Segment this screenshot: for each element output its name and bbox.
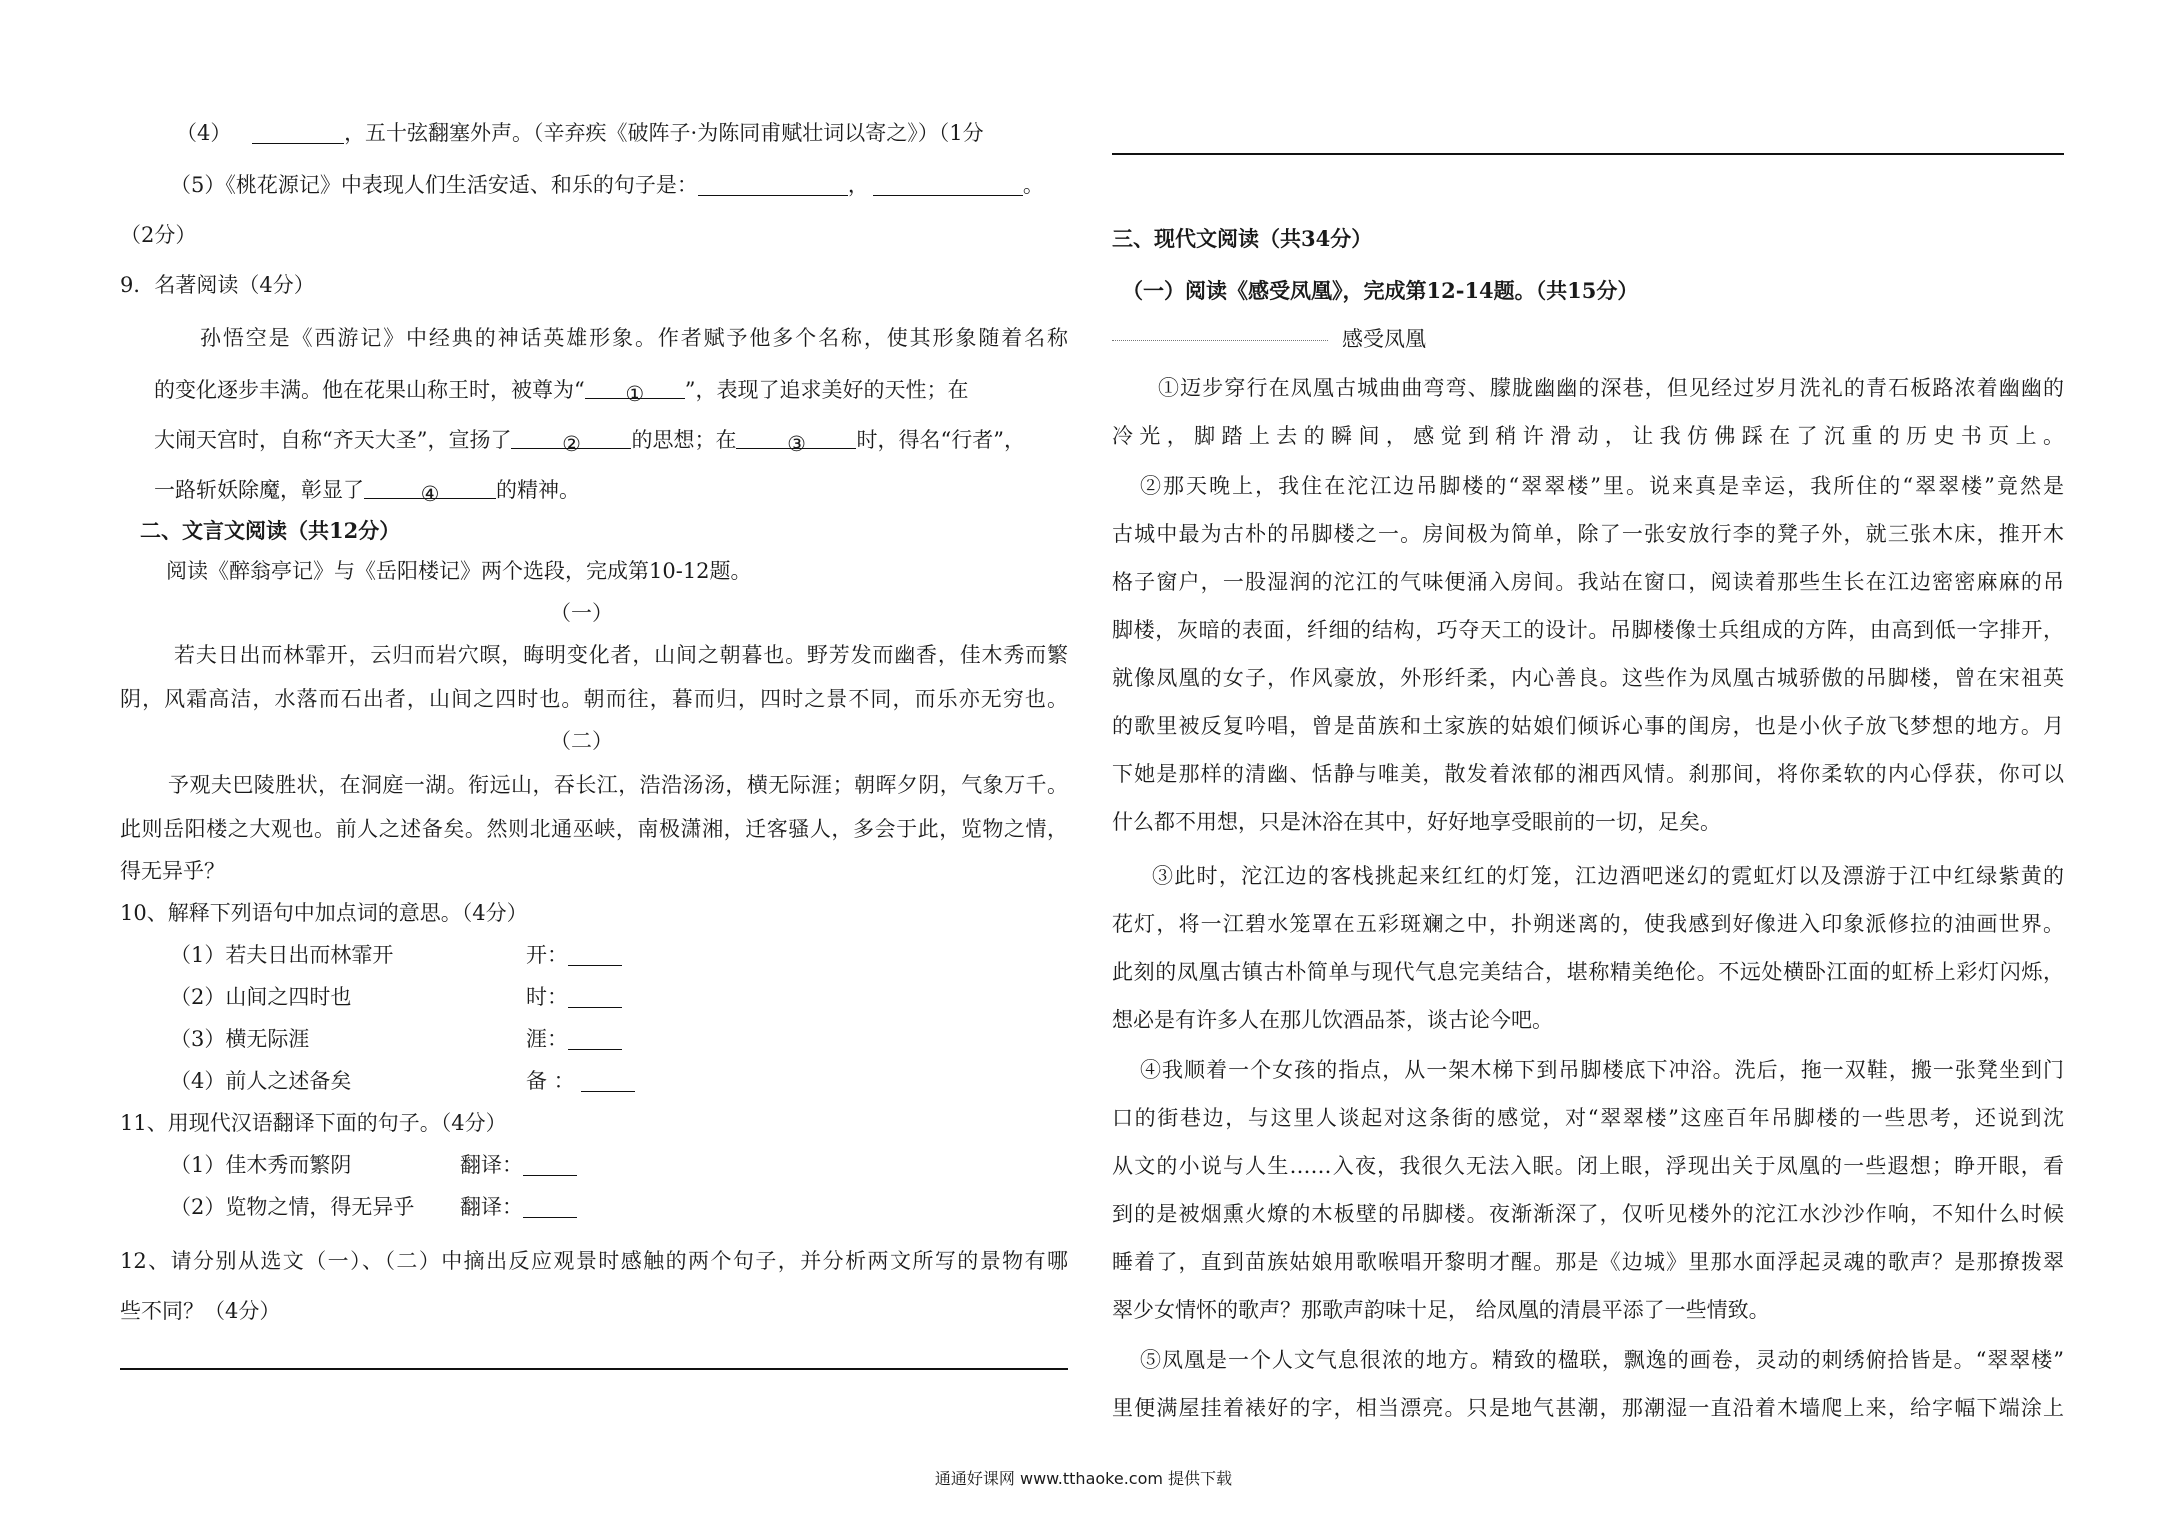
answer-blank-3[interactable]: ③ [736,426,856,449]
q10-item: （3）横无际涯 [170,1027,310,1051]
page-footer: 通通好课网 www.tthaoke.com 提供下载 [934,1469,1233,1488]
article-title: 感受凤凰 [1342,327,1426,351]
q9-paragraph-line: 一路斩妖除魔，彰显了 ④ 的精神。 [154,478,580,506]
article-line: 此刻的凤凰古镇古朴简单与现代气息完美结合，堪称精美绝伦。不远处横卧江面的虹桥上彩灯闪烁， [1112,960,2064,984]
question-12-line: 些不同？（4分） [120,1299,281,1323]
article-line: ②那天晚上，我住在沱江边吊脚楼的“翠翠楼”里。说来真是幸运，我所住的“翠翠楼”竟然是 [1140,474,2064,498]
q10-item: （2）山间之四时也 [170,985,352,1009]
q10-item: （4）前人之述备矣 [170,1069,352,1093]
answer-blank[interactable] [698,173,848,196]
q11-item: （1）佳木秀而繁阴 [170,1153,352,1177]
article-line: 口的街巷边，与这里人谈起对这条街的感觉，对“翠翠楼”这座百年吊脚楼的一些思考，还说到沈 [1112,1106,2064,1130]
article-line: 冷光，脚踏上去的瞬间，感觉到稍许滑动，让我仿佛踩在了沉重的历史书页上。 [1112,424,2064,448]
passage-2-label: （二） [550,729,613,753]
passage-1-label: （一） [550,601,613,625]
answer-blank[interactable] [252,121,344,144]
question-12-line: 12、请分别从选文（一）、（二）中摘出反应观景时感触的两个句子，并分析两文所写的景物有哪 [120,1249,1068,1273]
article-line: 格子窗户，一股湿润的沱江的气味便涌入房间。我站在窗口，阅读着那些生长在江边密密麻麻的吊 [1112,570,2064,594]
question-8-5: （5）《桃花源记》中表现人们生活安适、和乐的句子是： ， 。 [170,173,1044,197]
question-11-title: 11、用现代汉语翻译下面的句子。（4分） [120,1111,507,1135]
passage-2-line: 得无异乎？ [120,859,225,883]
article-line: 想必是有许多人在那儿饮酒品茶，谈古论今吧。 [1112,1008,1553,1032]
section-2-title: 二、文言文阅读（共12分） [140,518,401,543]
q9-paragraph-line: 的变化逐步丰满。他在花果山称王时，被尊为“ ① ”，表现了追求美好的天性；在 [154,378,969,406]
q10-key: 时： [526,982,622,1012]
answer-line[interactable] [120,1368,1068,1370]
article-line: ③此时，沱江边的客栈挑起来红红的灯笼，江边酒吧迷幻的霓虹灯以及漂游于江中红绿紫黄的 [1152,864,2064,888]
article-line: 到的是被烟熏火燎的木板壁的吊脚楼。夜渐渐深了，仅听见楼外的沱江水沙沙作响，不知什么时候 [1112,1202,2064,1226]
q9-paragraph-line: 孙悟空是《西游记》中经典的神话英雄形象。作者赋予他多个名称，使其形象随着名称 [200,326,1068,350]
q11-key: 翻译： [460,1150,577,1180]
article-line: 睡着了，直到苗族姑娘用歌喉唱开黎明才醒。那是《边城》里那水面浮起灵魂的歌声？是那撩拨翠 [1112,1250,2064,1274]
article-line: 花灯，将一江碧水笼罩在五彩斑斓之中，扑朔迷离的，使我感到好像进入印象派修拉的油画世界。 [1112,912,2064,936]
answer-blank-2[interactable]: ② [511,426,631,449]
article-line: ④我顺着一个女孩的指点，从一架木梯下到吊脚楼底下冲浴。洗后，拖一双鞋，搬一张凳坐到门 [1140,1058,2064,1082]
passage-1-line: 若夫日出而林霏开，云归而岩穴暝，晦明变化者，山间之朝暮也。野芳发而幽香，佳木秀而繁 [174,643,1068,667]
answer-blank[interactable] [873,173,1023,196]
question-9-title: 9．名著阅读（4分） [120,273,315,297]
passage-2-line: 此则岳阳楼之大观也。前人之述备矣。然则北通巫峡，南极潇湘，迁客骚人，多会于此，览物之情， [120,817,1068,841]
dotted-leader [1112,340,1328,341]
q10-item: （1）若夫日出而林霏开 [170,943,394,967]
article-line: 脚楼，灰暗的表面，纤细的结构，巧夺天工的设计。吊脚楼像士兵组成的方阵，由高到低一字排开， [1112,618,2064,642]
question-8-4: （4） ，五十弦翻塞外声。（辛弃疾《破阵子·为陈同甫赋壮词以寄之》）（1分 [176,121,984,145]
subsection-1-title: （一）阅读《感受凤凰》，完成第12-14题。（共15分） [1122,278,1639,303]
answer-blank-4[interactable]: ④ [364,476,496,499]
answer-blank[interactable] [568,943,622,966]
q11-item: （2）览物之情，得无异乎 [170,1195,415,1219]
article-line: 什么都不用想，只是沐浴在其中，好好地享受眼前的一切，足矣。 [1112,810,1721,834]
section-2-intro: 阅读《醉翁亭记》与《岳阳楼记》两个选段，完成第10-12题。 [166,559,752,583]
answer-blank[interactable] [523,1195,577,1218]
article-line: 的歌里被反复吟唱，曾是苗族和土家族的姑娘们倾诉心事的闺房，也是小伙子放飞梦想的地方。月 [1112,714,2064,738]
article-line: 下她是那样的清幽、恬静与唯美，散发着浓郁的湘西风情。刹那间，将你柔软的内心俘获，你可以 [1112,762,2064,786]
q9-paragraph-line: 大闹天宫时，自称“齐天大圣”，宣扬了 ② 的思想；在 ③ 时，得名“行者”， [154,428,1025,456]
article-line: 翠少女情怀的歌声？那歌声韵味十足， 给凤凰的清晨平添了一些情致。 [1112,1298,1770,1322]
passage-2-line: 予观夫巴陵胜状，在洞庭一湖。衔远山，吞长江，浩浩汤汤，横无际涯；朝晖夕阴，气象万千。 [168,773,1068,797]
section-3-title: 三、现代文阅读（共34分） [1112,226,1373,251]
question-8-5-score: （2分） [120,223,197,247]
q10-key: 备 ： [526,1066,635,1096]
answer-blank[interactable] [581,1069,635,1092]
answer-line[interactable] [1112,153,2064,155]
article-line: 里便满屋挂着裱好的字，相当漂亮。只是地气甚潮，那潮湿一直沿着木墙爬上来，给字幅下端涂上 [1112,1396,2064,1420]
article-line: ⑤凤凰是一个人文气息很浓的地方。精致的楹联，飘逸的画卷，灵动的刺绣俯拾皆是。“翠翠楼” [1140,1348,2064,1372]
article-line: 古城中最为古朴的吊脚楼之一。房间极为简单，除了一张安放行李的凳子外，就三张木床，推开木 [1112,522,2064,546]
answer-blank[interactable] [568,985,622,1008]
question-10-title: 10、解释下列语句中加点词的意思。（4分） [120,901,528,925]
answer-blank-1[interactable]: ① [585,376,685,399]
answer-blank[interactable] [523,1153,577,1176]
q10-key: 涯： [526,1024,622,1054]
article-line: ①迈步穿行在凤凰古城曲曲弯弯、朦胧幽幽的深巷，但见经过岁月洗礼的青石板路浓着幽幽的 [1158,376,2064,400]
q10-key: 开： [526,940,622,970]
q11-key: 翻译： [460,1192,577,1222]
article-line: 从文的小说与人生……入夜，我很久无法入眠。闭上眼，浮现出关于凤凰的一些遐想；睁开眼，看 [1112,1154,2064,1178]
answer-blank[interactable] [568,1027,622,1050]
article-line: 就像凤凰的女子，作风豪放，外形纤柔，内心善良。这些作为凤凰古城骄傲的吊脚楼，曾在宋祖英 [1112,666,2064,690]
passage-1-line: 阴，风霜高洁，水落而石出者，山间之四时也。朝而往，暮而归，四时之景不同，而乐亦无穷也。 [120,687,1068,711]
